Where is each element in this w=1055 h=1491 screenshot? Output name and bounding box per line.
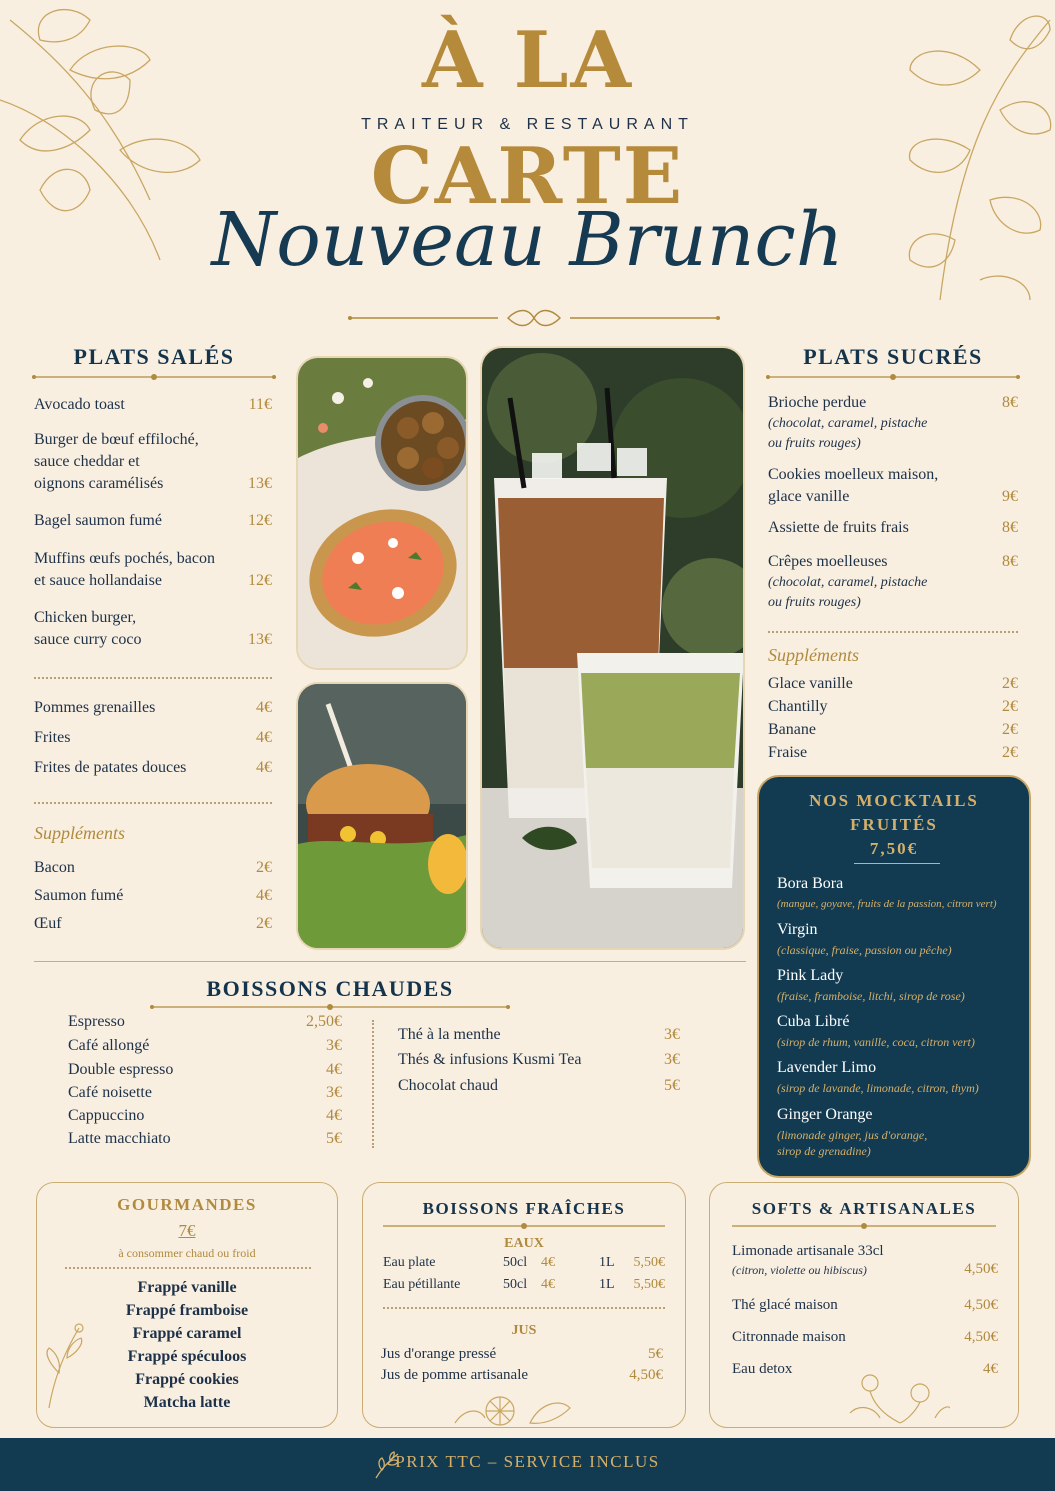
divider [65,1267,311,1269]
supplement-item: Glace vanille 2€ [768,675,1018,692]
softs-box [709,1182,1019,1428]
supplement-item: Fraise 2€ [768,744,1018,761]
divider [383,1307,665,1309]
mocktail-desc: (sirop de rhum, vanille, coca, citron vert) [777,1035,975,1049]
gourmandes-item: Frappé cookies [135,1371,239,1388]
supplements-sucres-title: Suppléments [768,645,859,665]
gourmandes-note: à consommer chaud ou froid [118,1246,256,1260]
water-row: Eau plate 50cl 4€ 1L 5,50€ [383,1255,665,1270]
hot-drink-item: Thé à la menthe 3€ [398,1026,680,1043]
soft-item: Limonade artisanale 33cl (citron, violette ou hibiscus) 4,50€ [732,1243,998,1277]
juice-item: Jus d'orange pressé 5€ [381,1346,663,1362]
supplements-title: Suppléments [34,823,125,843]
plats-sales-rule [32,372,276,382]
gourmandes-item: Frappé vanille [137,1279,237,1296]
mocktails-price: 7,50€ [869,839,919,858]
plats-sucres-item: Cookies moelleux maison, glace vanille 9€ [768,466,1018,505]
plats-sales-item: Bagel saumon fumé 12€ [34,512,272,529]
supplement-item: Saumon fumé 4€ [34,887,272,904]
side-item: Frites 4€ [34,729,272,746]
floral-decoration [39,1323,89,1413]
hot-drink-item: Café noisette 3€ [68,1084,342,1101]
plats-sucres-item: Crêpes moelleuses (chocolat, caramel, pistache ou fruits rouges) 8€ [768,553,1018,610]
eaux-title: EAUX [504,1236,544,1251]
mocktail-name: Pink Lady [777,967,844,984]
mocktail-desc: (sirop de lavande, limonade, citron, thym) [777,1081,979,1095]
mocktail-name: Cuba Libré [777,1013,850,1030]
mocktail-name: Virgin [777,921,818,938]
hot-drink-item: Espresso 2,50€ [68,1013,342,1030]
mocktail-name: Lavender Limo [777,1059,877,1076]
plats-sucres-title: PLATS SUCRÉS [803,344,983,369]
boissons-fraiches-title: BOISSONS FRAÎCHES [422,1199,626,1218]
boissons-fraiches-box [362,1182,686,1428]
mocktail-name: Bora Bora [777,875,844,892]
softs-rule [732,1221,996,1231]
soft-item: Eau detox 4€ [732,1361,998,1377]
column-divider [372,1020,374,1148]
supplement-item: Bacon 2€ [34,859,272,876]
plats-sales-item: Chicken burger, sauce curry coco 13€ [34,609,272,648]
mocktail-desc: (classique, fraise, passion ou pêche) [777,943,952,957]
hot-drink-item: Double espresso 4€ [68,1061,342,1078]
mocktails-box [757,775,1031,1178]
hot-drink-item: Thés & infusions Kusmi Tea 3€ [398,1051,680,1068]
gourmandes-item: Frappé spéculoos [127,1348,247,1365]
soft-item: Thé glacé maison 4,50€ [732,1297,998,1313]
side-item: Frites de patates douces 4€ [34,759,272,776]
plats-sales-item: Burger de bœuf effiloché, sauce cheddar et oignons caramélisés 13€ [34,431,272,492]
footer-bar [0,1438,1055,1491]
mocktail-desc: (mangue, goyave, fruits de la passion, citron vert) [777,898,997,910]
mocktail-desc: (limonade ginger, jus d'orange, sirop de grenadine) [777,1128,928,1158]
gourmandes-item: Frappé caramel [132,1325,242,1342]
section-separator [34,961,746,962]
hot-drink-item: Café allongé 3€ [68,1037,342,1054]
divider [34,802,272,804]
divider [34,677,272,679]
gourmandes-title: GOURMANDES [117,1195,257,1214]
title-top: À LA [421,15,634,106]
boissons-chaudes-title: BOISSONS CHAUDES [206,976,454,1001]
plats-sucres-rule [766,372,1020,382]
floral-decoration [840,1363,950,1425]
hot-drink-item: Chocolat chaud 5€ [398,1077,680,1094]
gourmandes-item: Frappé framboise [125,1302,249,1319]
gourmandes-box [36,1182,338,1428]
plats-sales-item: Avocado toast 11€ [34,396,272,413]
mocktail-name: Ginger Orange [777,1106,873,1123]
soft-item: Citronnade maison 4,50€ [732,1329,998,1345]
plats-sucres-item: Assiette de fruits frais 8€ [768,519,1018,536]
hot-drink-item: Cappuccino 4€ [68,1107,342,1124]
mocktail-desc: (fraise, framboise, litchi, sirop de rose) [777,989,965,1003]
plats-sucres-item: Brioche perdue (chocolat, caramel, pistache ou fruits rouges) 8€ [768,394,1018,451]
title-bottom: CARTE [370,131,685,222]
photo-burger [296,682,468,950]
gourmandes-price: 7€ [178,1221,196,1240]
juice-item: Jus de pomme artisanale 4,50€ [381,1367,663,1383]
photo-iced-lattes [480,346,745,950]
mocktails-title-line1: NOS MOCKTAILS [809,791,979,810]
supplement-item: Chantilly 2€ [768,698,1018,715]
boissons-fraiches-rule [383,1221,665,1231]
citrus-decoration [445,1383,595,1427]
photo-avocado-toast [296,356,468,670]
script-title: Nouveau Brunch [211,197,844,283]
mocktails-price-rule [854,863,940,864]
supplement-item: Banane 2€ [768,721,1018,738]
hot-drink-item: Latte macchiato 5€ [68,1130,342,1147]
jus-title: JUS [511,1323,537,1338]
softs-title: SOFTS & ARTISANALES [751,1199,977,1218]
footer-text: PRIX TTC – SERVICE INCLUS [395,1452,660,1471]
title-ornament [348,306,720,330]
gourmandes-item: Matcha latte [143,1394,231,1411]
divider [768,631,1018,633]
restaurant-subtitle: TRAITEUR & RESTAURANT [361,116,694,133]
water-row: Eau pétillante 50cl 4€ 1L 5,50€ [383,1277,665,1292]
side-item: Pommes grenailles 4€ [34,699,272,716]
mocktails-title-line2: FRUITÉS [850,815,938,834]
plats-sales-title: PLATS SALÉS [73,344,235,369]
supplement-item: Œuf 2€ [34,915,272,932]
plats-sales-item: Muffins œufs pochés, bacon et sauce hollandaise 12€ [34,550,272,589]
